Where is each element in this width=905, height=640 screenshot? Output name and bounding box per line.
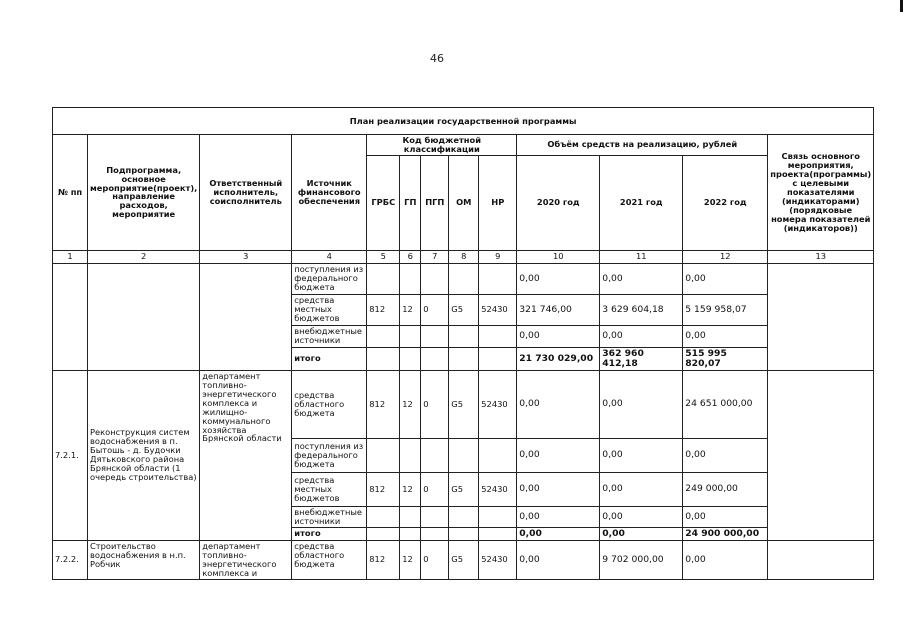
header-subprogram: Подпрограмма, основное мероприятие(проект), направление расходов, мероприятие [88, 135, 200, 251]
cell-grbs [367, 263, 400, 294]
header-grbs: ГРБС [367, 155, 400, 250]
cell-source: поступления из федерального бюджета [292, 263, 367, 294]
cell-2022: 0,00 [683, 540, 768, 579]
cell-nr [479, 506, 517, 527]
cell-2021: 3 629 604,18 [600, 294, 683, 325]
cell-2021-total: 362 960 412,18 [600, 347, 683, 370]
cell-nr [479, 438, 517, 472]
cell-pgp: 0 [421, 540, 449, 579]
col-number: 10 [517, 250, 600, 263]
cell-no: 7.2.2. [53, 540, 88, 579]
cell-grbs: 812 [367, 294, 400, 325]
col-number: 5 [367, 250, 400, 263]
col-number: 2 [88, 250, 200, 263]
header-no: № пп [53, 135, 88, 251]
cell-2020: 0,00 [517, 438, 600, 472]
table-row [53, 263, 874, 294]
cell-om [449, 325, 479, 347]
cell-gp [400, 263, 421, 294]
cell-pgp: 0 [421, 294, 449, 325]
cell-source: внебюджетные источники [292, 506, 367, 527]
cell-gp: 12 [400, 472, 421, 506]
column-numbers-row [53, 250, 874, 263]
header-source: Источник финансового обеспечения [292, 135, 367, 251]
cell-source: средства областного бюджета [292, 540, 367, 579]
cell-source: средства местных бюджетов [292, 294, 367, 325]
header-2022: 2022 год [683, 155, 768, 250]
cell-gp [400, 527, 421, 540]
cell-source-total: итого [292, 527, 367, 540]
cell-2022: 249 000,00 [683, 472, 768, 506]
cell-2021: 0,00 [600, 325, 683, 347]
table-row [53, 540, 874, 579]
cell-2022: 0,00 [683, 325, 768, 347]
cell-responsible: департамент топливно-энергетического комплекса и жилищно-коммунального хозяйства Брянской области [200, 370, 292, 540]
col-number: 4 [292, 250, 367, 263]
cell-2022: 0,00 [683, 438, 768, 472]
cell-pgp [421, 347, 449, 370]
cell-grbs [367, 527, 400, 540]
cell-2020: 0,00 [517, 506, 600, 527]
cell-2021: 0,00 [600, 263, 683, 294]
cell-source: поступления из федерального бюджета [292, 438, 367, 472]
cell-responsible: департамент топливно-энергетического комплекса и [200, 540, 292, 579]
cell-gp [400, 506, 421, 527]
cell-2022-total: 515 995 820,07 [683, 347, 768, 370]
cell-nr [479, 325, 517, 347]
cell-responsible [200, 263, 292, 370]
cell-gp [400, 325, 421, 347]
cell-source: средства местных бюджетов [292, 472, 367, 506]
cell-grbs: 812 [367, 370, 400, 438]
col-number: 1 [53, 250, 88, 263]
cell-indicator-link [768, 370, 874, 540]
cell-2020: 0,00 [517, 472, 600, 506]
cell-om: G5 [449, 294, 479, 325]
cell-2021: 0,00 [600, 506, 683, 527]
cell-grbs [367, 347, 400, 370]
cell-indicator-link [768, 263, 874, 370]
cell-gp [400, 347, 421, 370]
cell-2021: 0,00 [600, 370, 683, 438]
cell-2020-total: 21 730 029,00 [517, 347, 600, 370]
page-number: 46 [430, 52, 444, 65]
cell-om [449, 438, 479, 472]
cell-nr [479, 347, 517, 370]
table-title: План реализации государственной программы [53, 108, 874, 135]
cell-gp: 12 [400, 294, 421, 325]
cell-nr: 52430 [479, 472, 517, 506]
cell-grbs [367, 438, 400, 472]
cell-2020-total: 0,00 [517, 527, 600, 540]
cell-nr: 52430 [479, 370, 517, 438]
cell-2020: 0,00 [517, 263, 600, 294]
cell-2022: 5 159 958,07 [683, 294, 768, 325]
cell-nr: 52430 [479, 540, 517, 579]
cell-2022: 24 651 000,00 [683, 370, 768, 438]
header-nr: НР [479, 155, 517, 250]
cell-pgp: 0 [421, 472, 449, 506]
cell-pgp: 0 [421, 370, 449, 438]
cell-2022: 0,00 [683, 263, 768, 294]
cell-subprogram: Реконструкция систем водоснабжения в п. Бытошь - д. Будочки Дятьковского района Брянской области (1 очередь строительства) [88, 370, 200, 540]
cell-pgp [421, 527, 449, 540]
col-number: 12 [683, 250, 768, 263]
cell-2022-total: 24 900 000,00 [683, 527, 768, 540]
cell-2020: 0,00 [517, 370, 600, 438]
col-number: 13 [768, 250, 874, 263]
header-2020: 2020 год [517, 155, 600, 250]
cell-source-total: итого [292, 347, 367, 370]
cell-2022: 0,00 [683, 506, 768, 527]
col-number: 7 [421, 250, 449, 263]
cell-gp [400, 438, 421, 472]
cell-nr [479, 527, 517, 540]
cell-pgp [421, 438, 449, 472]
cell-indicator-link [768, 540, 874, 579]
header-responsible: Ответственный исполнитель, соисполнитель [200, 135, 292, 251]
cell-grbs: 812 [367, 472, 400, 506]
col-number: 8 [449, 250, 479, 263]
cell-subprogram [88, 263, 200, 370]
cell-om [449, 527, 479, 540]
cell-om: G5 [449, 370, 479, 438]
header-indicator-link: Связь основного мероприятия, проекта(программы) с целевыми показателями (индикаторами) (порядковые номера показателей (индикаторов)) [768, 135, 874, 251]
program-plan-table [52, 107, 874, 580]
header-budget-code: Код бюджетной классификации [367, 135, 517, 156]
cell-om [449, 263, 479, 294]
cell-nr: 52430 [479, 294, 517, 325]
cell-2020: 0,00 [517, 325, 600, 347]
cell-grbs: 812 [367, 540, 400, 579]
cell-gp: 12 [400, 370, 421, 438]
header-om: ОМ [449, 155, 479, 250]
page-edge-mark [900, 0, 903, 12]
cell-gp: 12 [400, 540, 421, 579]
cell-2020: 321 746,00 [517, 294, 600, 325]
header-funds: Объём средств на реализацию, рублей [517, 135, 768, 156]
cell-2021-total: 0,00 [600, 527, 683, 540]
col-number: 3 [200, 250, 292, 263]
cell-2021: 0,00 [600, 472, 683, 506]
cell-source: средства областного бюджета [292, 370, 367, 438]
cell-subprogram: Строительство водоснабжения в н.п. Робчик [88, 540, 200, 579]
col-number: 11 [600, 250, 683, 263]
header-2021: 2021 год [600, 155, 683, 250]
header-gp: ГП [400, 155, 421, 250]
cell-om [449, 347, 479, 370]
cell-2021: 9 702 000,00 [600, 540, 683, 579]
cell-grbs [367, 325, 400, 347]
col-number: 6 [400, 250, 421, 263]
col-number: 9 [479, 250, 517, 263]
cell-pgp [421, 506, 449, 527]
cell-2021: 0,00 [600, 438, 683, 472]
header-pgp: ПГП [421, 155, 449, 250]
cell-om: G5 [449, 472, 479, 506]
cell-pgp [421, 325, 449, 347]
cell-no: 7.2.1. [53, 370, 88, 540]
cell-om: G5 [449, 540, 479, 579]
cell-om [449, 506, 479, 527]
cell-no [53, 263, 88, 370]
cell-grbs [367, 506, 400, 527]
table-row [53, 370, 874, 438]
cell-2020: 0,00 [517, 540, 600, 579]
cell-nr [479, 263, 517, 294]
cell-pgp [421, 263, 449, 294]
cell-source: внебюджетные источники [292, 325, 367, 347]
